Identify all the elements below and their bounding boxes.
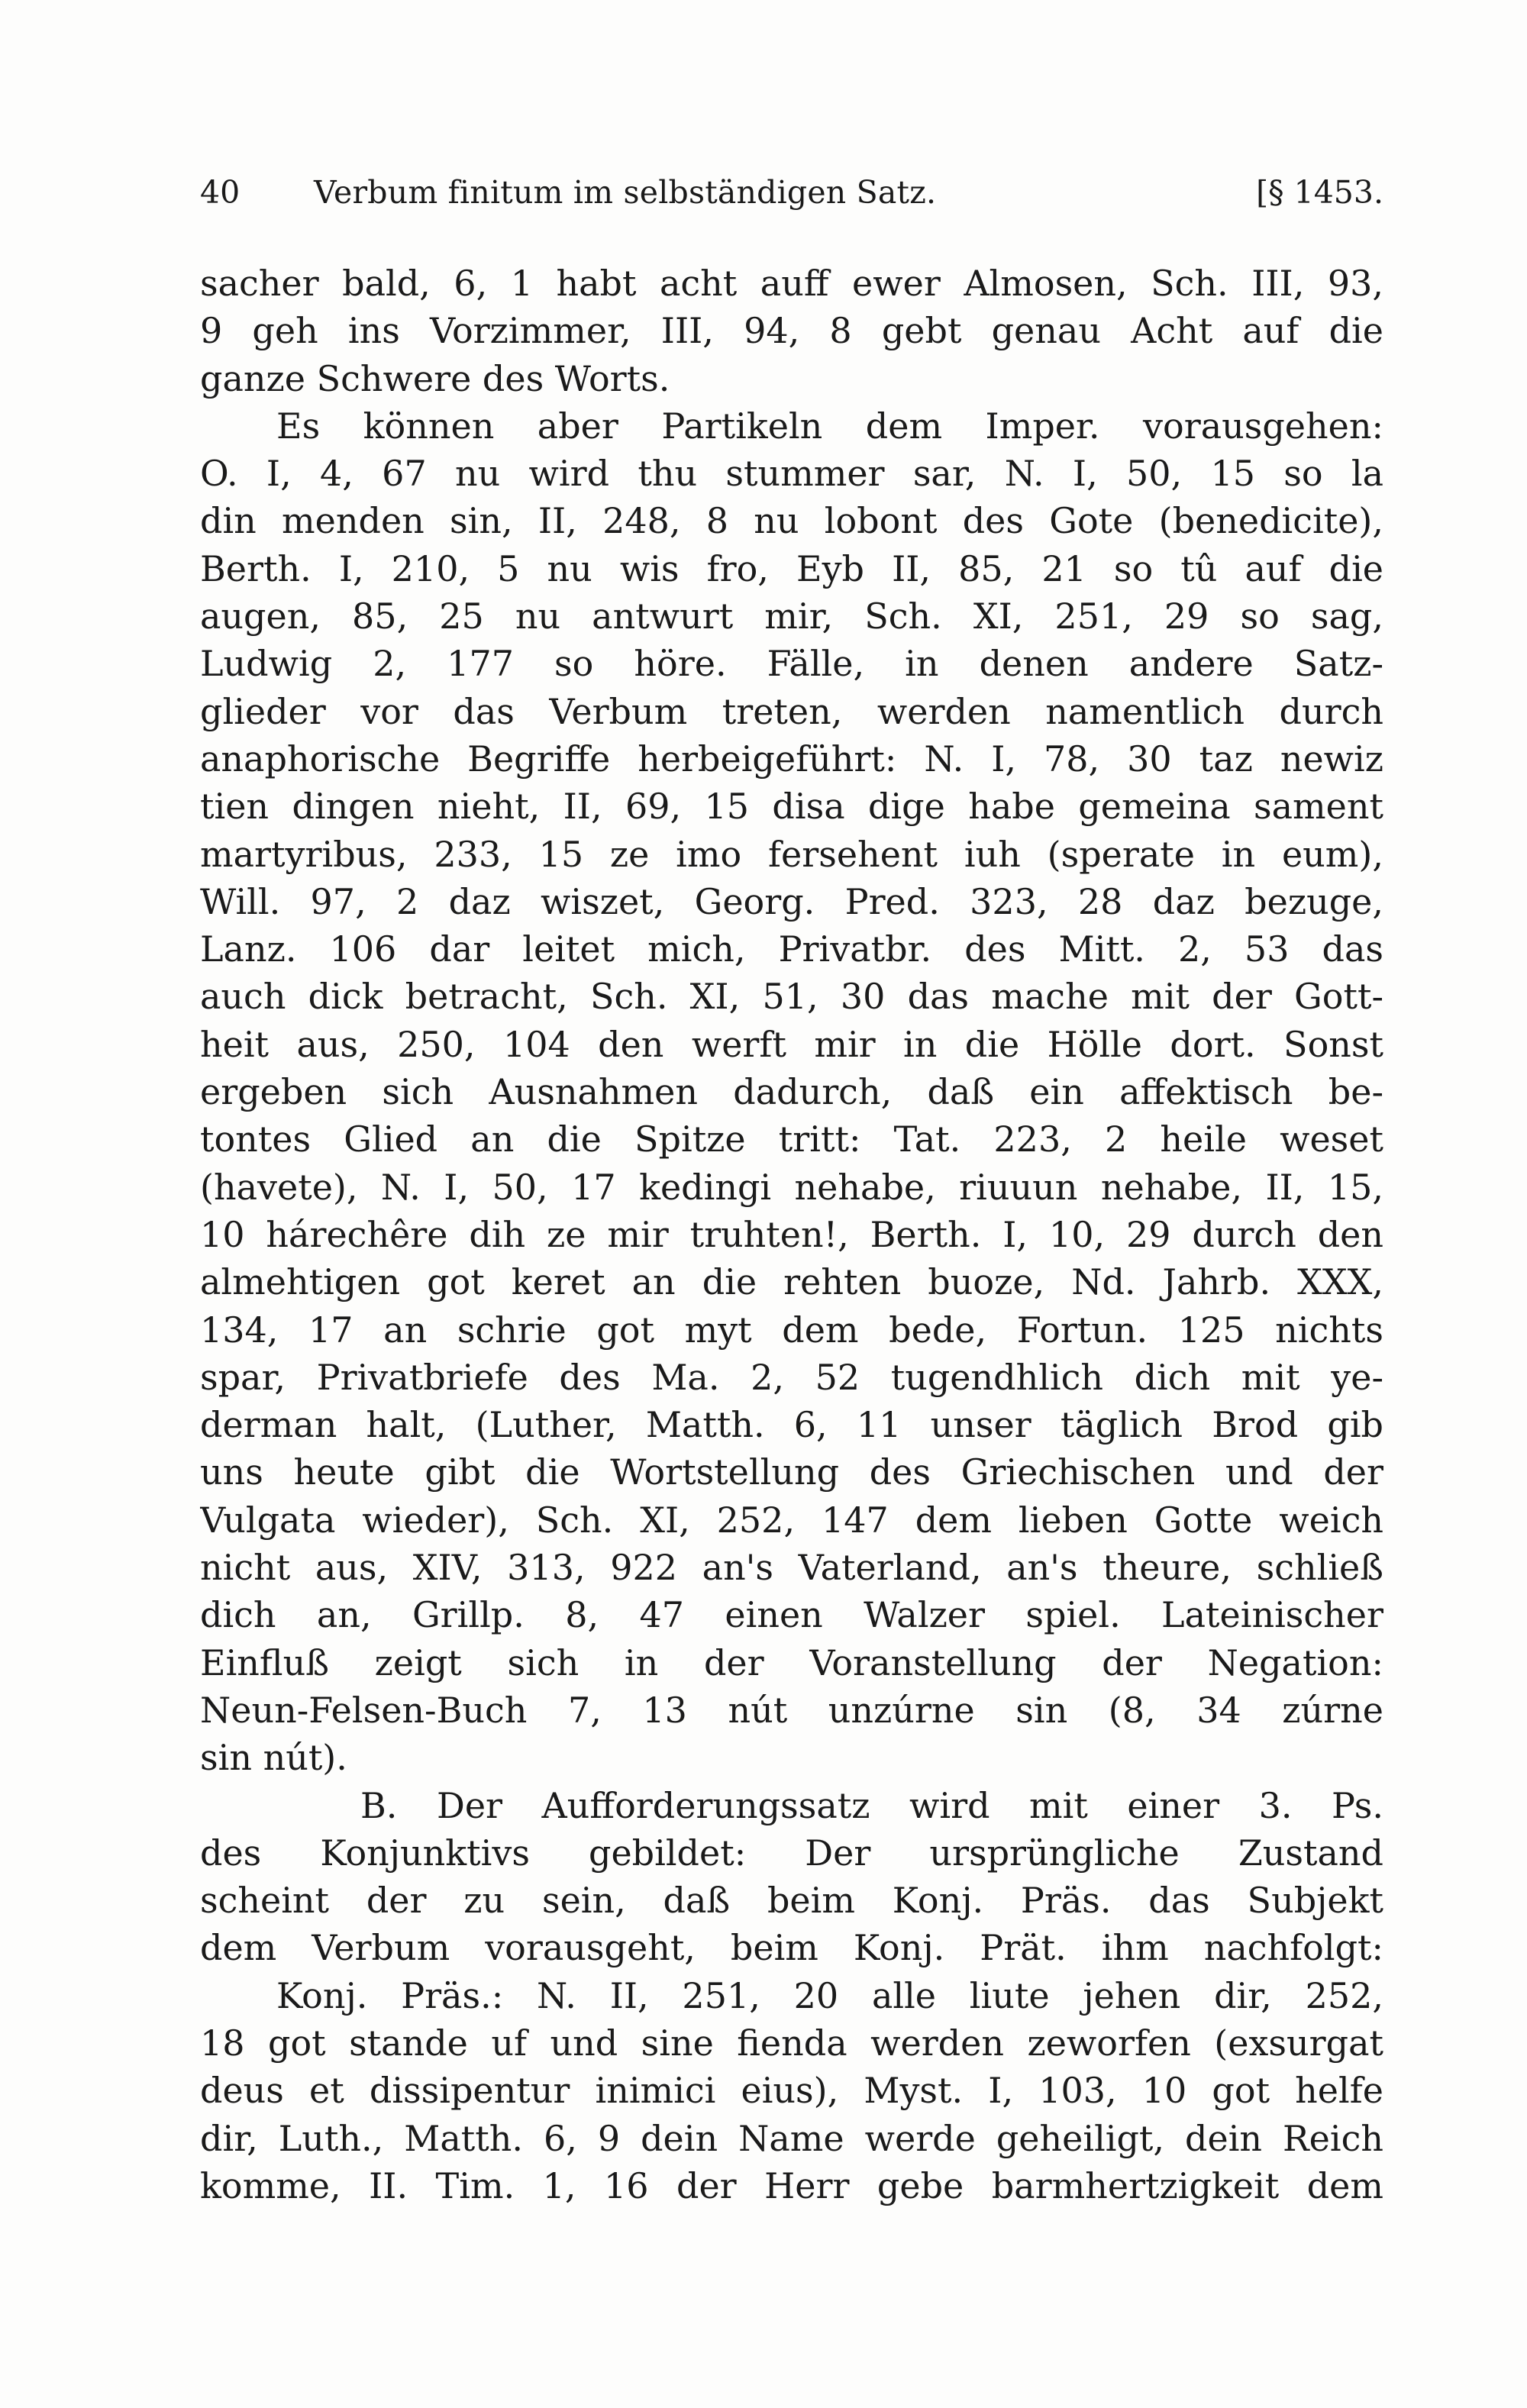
text-line: glieder vor das Verbum treten, werden namentlich durch	[200, 690, 1383, 732]
text-line: anaphorische Begriffe herbeigeführt: N. I, 78, 30 taz newiz	[200, 738, 1383, 780]
running-header	[200, 169, 1383, 215]
text-line: Berth. I, 210, 5 nu wis fro, Eyb II, 85, 21 so tû auf die	[200, 547, 1383, 589]
text-line: spar, Privatbriefe des Ma. 2, 52 tugendhlich dich mit ye-	[200, 1356, 1383, 1398]
text-line: din menden sin, II, 248, 8 nu lobont des Gote (benedicite),	[200, 500, 1383, 542]
text-line: dem Verbum vorausgeht, beim Konj. Prät. ihm nachfolgt:	[200, 1927, 1383, 1969]
text-line: sin nút).	[200, 1737, 347, 1779]
text-line: 18 got stande uf und sine fienda werden zeworfen (exsurgat	[200, 2022, 1383, 2064]
text-line: tontes Glied an die Spitze tritt: Tat. 223, 2 heile weset	[200, 1118, 1383, 1160]
text-line: B. Der Aufforderungssatz wird mit einer 3. Ps.	[360, 1784, 1383, 1826]
text-line: Will. 97, 2 daz wiszet, Georg. Pred. 323, 28 daz bezuge,	[200, 880, 1383, 922]
text-line: augen, 85, 25 nu antwurt mir, Sch. XI, 251, 29 so sag,	[200, 596, 1383, 638]
text-line: martyribus, 233, 15 ze imo fersehent iuh (sperate in eum),	[200, 833, 1383, 875]
text-line: komme, II. Tim. 1, 16 der Herr gebe barmhertzigkeit dem	[200, 2164, 1383, 2206]
text-line: Lanz. 106 dar leitet mich, Privatbr. des Mitt. 2, 53 das	[200, 928, 1383, 970]
text-line: uns heute gibt die Wortstellung des Griechischen und der	[200, 1451, 1383, 1493]
text-line: Konj. Präs.: N. II, 251, 20 alle liute jehen dir, 252,	[276, 1974, 1383, 2016]
text-line: scheint der zu sein, daß beim Konj. Präs. das Subjekt	[200, 1880, 1383, 1922]
text-line: 10 hárechêre dih ze mir truhten!, Berth. I, 10, 29 durch den	[200, 1213, 1383, 1255]
text-line: des Konjunktivs gebildet: Der ursprüngliche Zustand	[200, 1832, 1383, 1874]
text-line: O. I, 4, 67 nu wird thu stummer sar, N. I, 50, 15 so la	[200, 453, 1383, 495]
text-line: almehtigen got keret an die rehten buoze, Nd. Jahrb. XXX,	[200, 1261, 1383, 1303]
text-line: (havete), N. I, 50, 17 kedingi nehabe, riuuun nehabe, II, 15,	[200, 1166, 1383, 1208]
text-line: Es können aber Partikeln dem Imper. vorausgehen:	[276, 405, 1383, 447]
text-line: heit aus, 250, 104 den werft mir in die Hölle dort. Sonst	[200, 1023, 1383, 1065]
text-line: dir, Luth., Matth. 6, 9 dein Name werde geheiligt, dein Reich	[200, 2117, 1383, 2159]
text-line: dich an, Grillp. 8, 47 einen Walzer spiel. Lateinischer	[200, 1594, 1383, 1636]
text-line: deus et dissipentur inimici eius), Myst. I, 103, 10 got helfe	[200, 2070, 1383, 2112]
running-title: Verbum finitum im selbständigen Satz.	[314, 174, 937, 211]
text-line: auch dick betracht, Sch. XI, 51, 30 das mache mit der Gott-	[200, 976, 1383, 1018]
text-line: tien dingen nieht, II, 69, 15 disa dige habe gemeina sament	[200, 786, 1383, 828]
text-line: 9 geh ins Vorzimmer, III, 94, 8 gebt genau Acht auf die	[200, 310, 1383, 352]
text-line: derman halt, (Luther, Matth. 6, 11 unser täglich Brod gib	[200, 1404, 1383, 1446]
text-line: Ludwig 2, 177 so höre. Fälle, in denen andere Satz-	[200, 643, 1383, 685]
text-line: 134, 17 an schrie got myt dem bede, Fortun. 125 nichts	[200, 1309, 1383, 1351]
text-line: Neun-Felsen-Buch 7, 13 nút unzúrne sin (8, 34 zúrne	[200, 1689, 1383, 1731]
text-line: Vulgata wieder), Sch. XI, 252, 147 dem lieben Gotte weich	[200, 1499, 1383, 1541]
body-text	[200, 260, 1383, 2209]
text-line: Einfluß zeigt sich in der Voranstellung der Negation:	[200, 1641, 1383, 1683]
text-line: nicht aus, XIV, 313, 922 an's Vaterland, an's theure, schließ	[200, 1547, 1383, 1589]
text-line: ergeben sich Ausnahmen dadurch, daß ein affektisch be-	[200, 1071, 1383, 1113]
section-reference: [§ 1453.	[1256, 174, 1383, 211]
text-line: ganze Schwere des Worts.	[200, 357, 670, 399]
text-line: sacher bald, 6, 1 habt acht auff ewer Almosen, Sch. III, 93,	[200, 263, 1383, 304]
page-number: 40	[200, 174, 241, 211]
